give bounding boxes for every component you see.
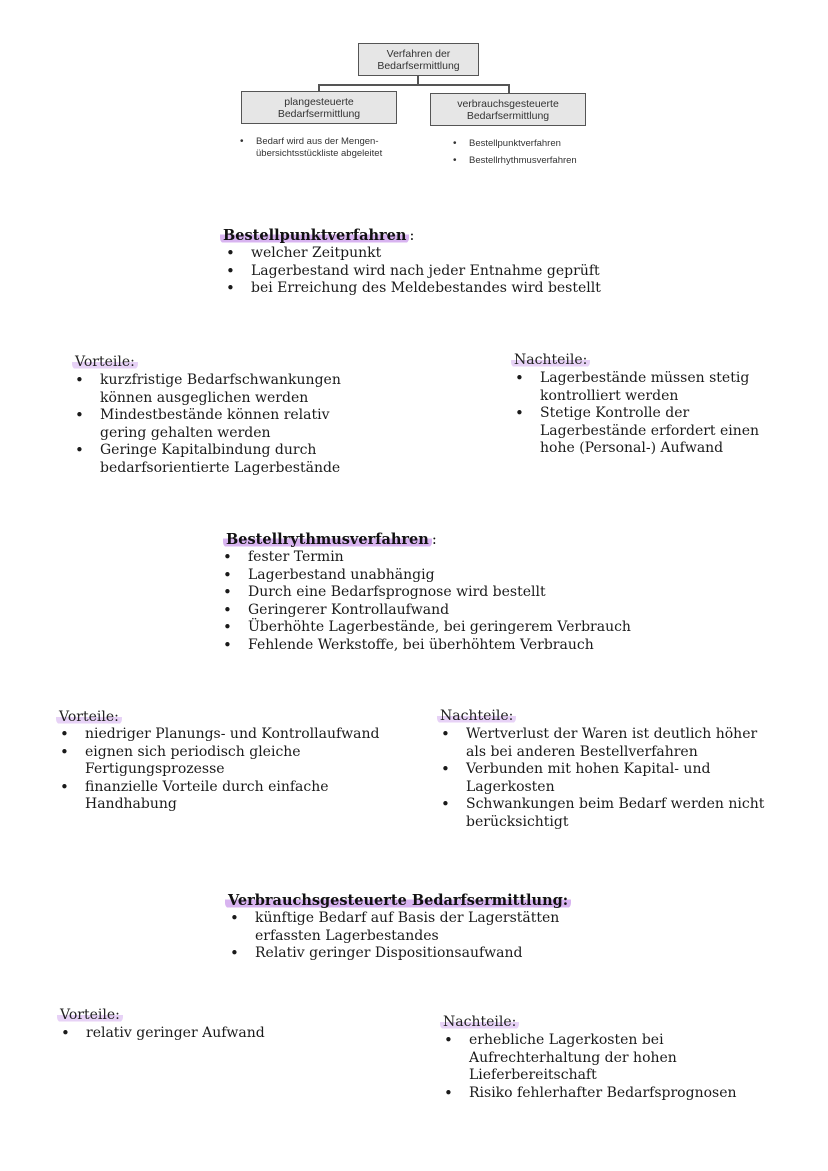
diagram-right-bullet: • Bestellpunktverfahren [451,138,611,150]
list-item: • Relativ geringer Dispositionsaufwand [228,945,628,963]
section-points-bestellpunkt [224,245,644,298]
list-item: • Verbunden mit hohen Kapital- und Lagerkosten [439,761,819,796]
nachteile-list [442,1032,802,1102]
list-item: • bei Erreichung des Meldebestandes wird bestellt [224,280,644,298]
nachteile-label: Nachteile: [440,1014,519,1030]
nachteile-list [439,726,819,831]
list-item: • Geringerer Kontrollaufwand [221,602,681,620]
diagram-left-box [241,91,397,124]
list-item: • Lagerbestand wird nach jeder Entnahme geprüft [224,263,644,281]
vorteile-label: Vorteile: [56,709,122,725]
section-heading-bestellpunkt: Bestellpunktverfahren : [220,227,414,244]
diagram-right-box [430,93,586,126]
list-item: • Durch eine Bedarfsprognose wird bestellt [221,584,681,602]
list-item: • welcher Zeitpunkt [224,245,644,263]
nachteile-label: Nachteile: [511,352,590,368]
list-item: • Überhöhte Lagerbestände, bei geringerem Verbrauch [221,619,681,637]
list-item: • finanzielle Vorteile durch einfache Handhabung [58,779,418,814]
list-item: • niedriger Planungs- und Kontrollaufwand [58,726,418,744]
vorteile-list [58,726,418,814]
diagram-root-line2: Bedarfsermittlung [377,59,460,72]
vorteile-label: Vorteile: [72,354,138,370]
diagram-left-line2: Bedarfsermittlung [277,107,361,120]
list-item: • Lagerbestand unabhängig [221,567,681,585]
section-points-verbrauchsgesteuert [228,910,628,963]
vorteile-list [59,1025,379,1043]
section-points-bestellrythmus [221,549,681,654]
list-item: • eignen sich periodisch gleiche Fertigungsprozesse [58,744,418,779]
diagram-left-bullet: • Bedarf wird aus der Mengen- übersichtsstückliste abgeleitet [238,136,423,160]
list-item: • relativ geringer Aufwand [59,1025,379,1043]
section-heading-verbrauchsgesteuert: Verbrauchsgesteuerte Bedarfsermittlung: [225,892,571,909]
list-item: • Wertverlust der Waren ist deutlich höher als bei anderen Bestellverfahren [439,726,819,761]
connector-horizontal [318,84,509,86]
diagram-left-line1: plangesteuerte [284,95,354,108]
diagram-right-bullets [451,138,611,171]
diagram-right-line1: verbrauchsgesteuerte [457,97,559,110]
list-item: • Mindestbestände können relativ gering gehalten werden [73,407,393,442]
diagram-right-bullet: • Bestellrhythmusverfahren [451,155,611,167]
list-item: • Risiko fehlerhafter Bedarfsprognosen [442,1085,802,1103]
list-item: • Lagerbestände müssen stetig kontrolliert werden [513,370,813,405]
list-item: • Fehlende Werkstoffe, bei überhöhtem Verbrauch [221,637,681,655]
section-heading-bestellrythmus: Bestellrythmusverfahren : [223,531,437,548]
vorteile-label: Vorteile: [57,1007,123,1023]
diagram-right-line2: Bedarfsermittlung [466,109,550,122]
list-item: • fester Termin [221,549,681,567]
nachteile-label: Nachteile: [437,708,516,724]
list-item: • Schwankungen beim Bedarf werden nicht berücksichtigt [439,796,819,831]
nachteile-list [513,370,813,458]
list-item: • erhebliche Lagerkosten bei Aufrechterhaltung der hohen Lieferbereitschaft [442,1032,802,1085]
diagram-left-bullets [238,136,423,164]
list-item: • Stetige Kontrolle der Lagerbestände erfordert einen hohe (Personal-) Aufwand [513,405,813,458]
list-item: • Geringe Kapitalbindung durch bedarfsorientierte Lagerbestände [73,442,393,477]
diagram-root-box [358,43,479,76]
vorteile-list [73,372,393,477]
list-item: • künftige Bedarf auf Basis der Lagerstätten erfassten Lagerbestandes [228,910,628,945]
list-item: • kurzfristige Bedarfschwankungen können ausgeglichen werden [73,372,393,407]
diagram-root-line1: Verfahren der [386,47,451,60]
